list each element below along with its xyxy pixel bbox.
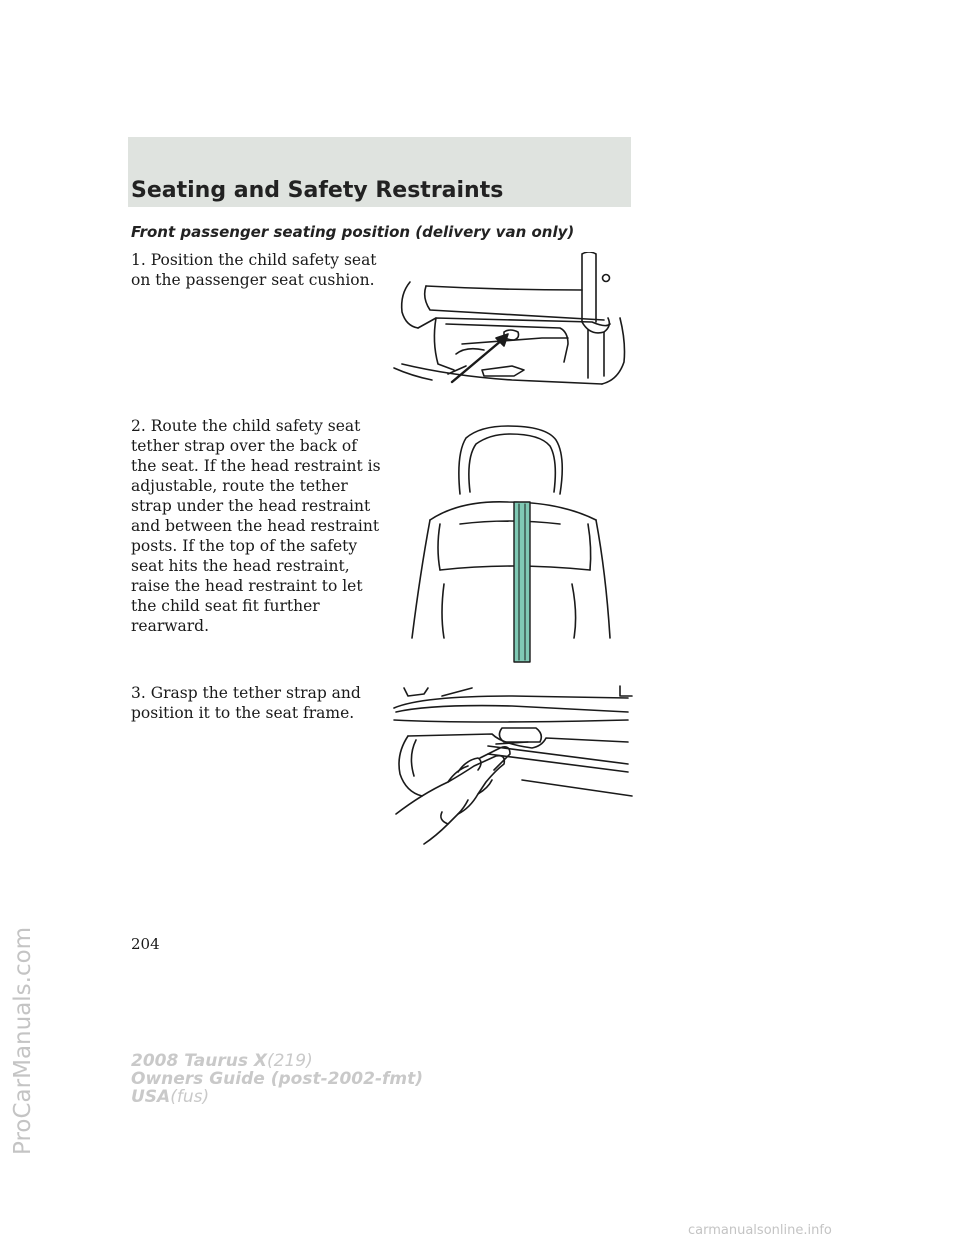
- footer-model-code: (219): [267, 1051, 313, 1071]
- footer-market-code: (fus): [170, 1087, 210, 1107]
- section-title: Seating and Safety Restraints: [131, 178, 504, 203]
- footer-market: USA: [131, 1087, 171, 1107]
- page-number: 204: [131, 935, 160, 953]
- footer-info: [131, 1052, 423, 1106]
- seat-cushion-illustration: [392, 252, 636, 390]
- bottom-watermark: carmanualsonline.info: [688, 1223, 832, 1238]
- step-2-text: 2. Route the child safety seat tether strap over the back of the seat. If the head restraint is adjustable, route the tether strap under the head restraint and between the head restraint posts. If the top of the safety seat hits the head restraint, raise the head restraint to let the child seat fit further rearward.: [131, 417, 381, 635]
- side-watermark: ProCarManuals.com: [10, 926, 36, 1155]
- footer-model: 2008 Taurus X: [131, 1051, 268, 1071]
- tether-frame-attach-illustration: [392, 684, 636, 852]
- step-3-text: 3. Grasp the tether strap and position it to the seat frame.: [131, 684, 361, 722]
- footer-line-1: [131, 1052, 423, 1070]
- step-1-text: 1. Position the child safety seat on the passenger seat cushion.: [131, 251, 377, 289]
- subheading: Front passenger seating position (delivery van only): [131, 223, 575, 241]
- footer-line-2: [131, 1070, 423, 1088]
- footer-line-3: [131, 1088, 423, 1106]
- footer-guide: Owners Guide (post-2002-fmt): [131, 1069, 424, 1089]
- seat-back-tether-illustration: [400, 424, 614, 664]
